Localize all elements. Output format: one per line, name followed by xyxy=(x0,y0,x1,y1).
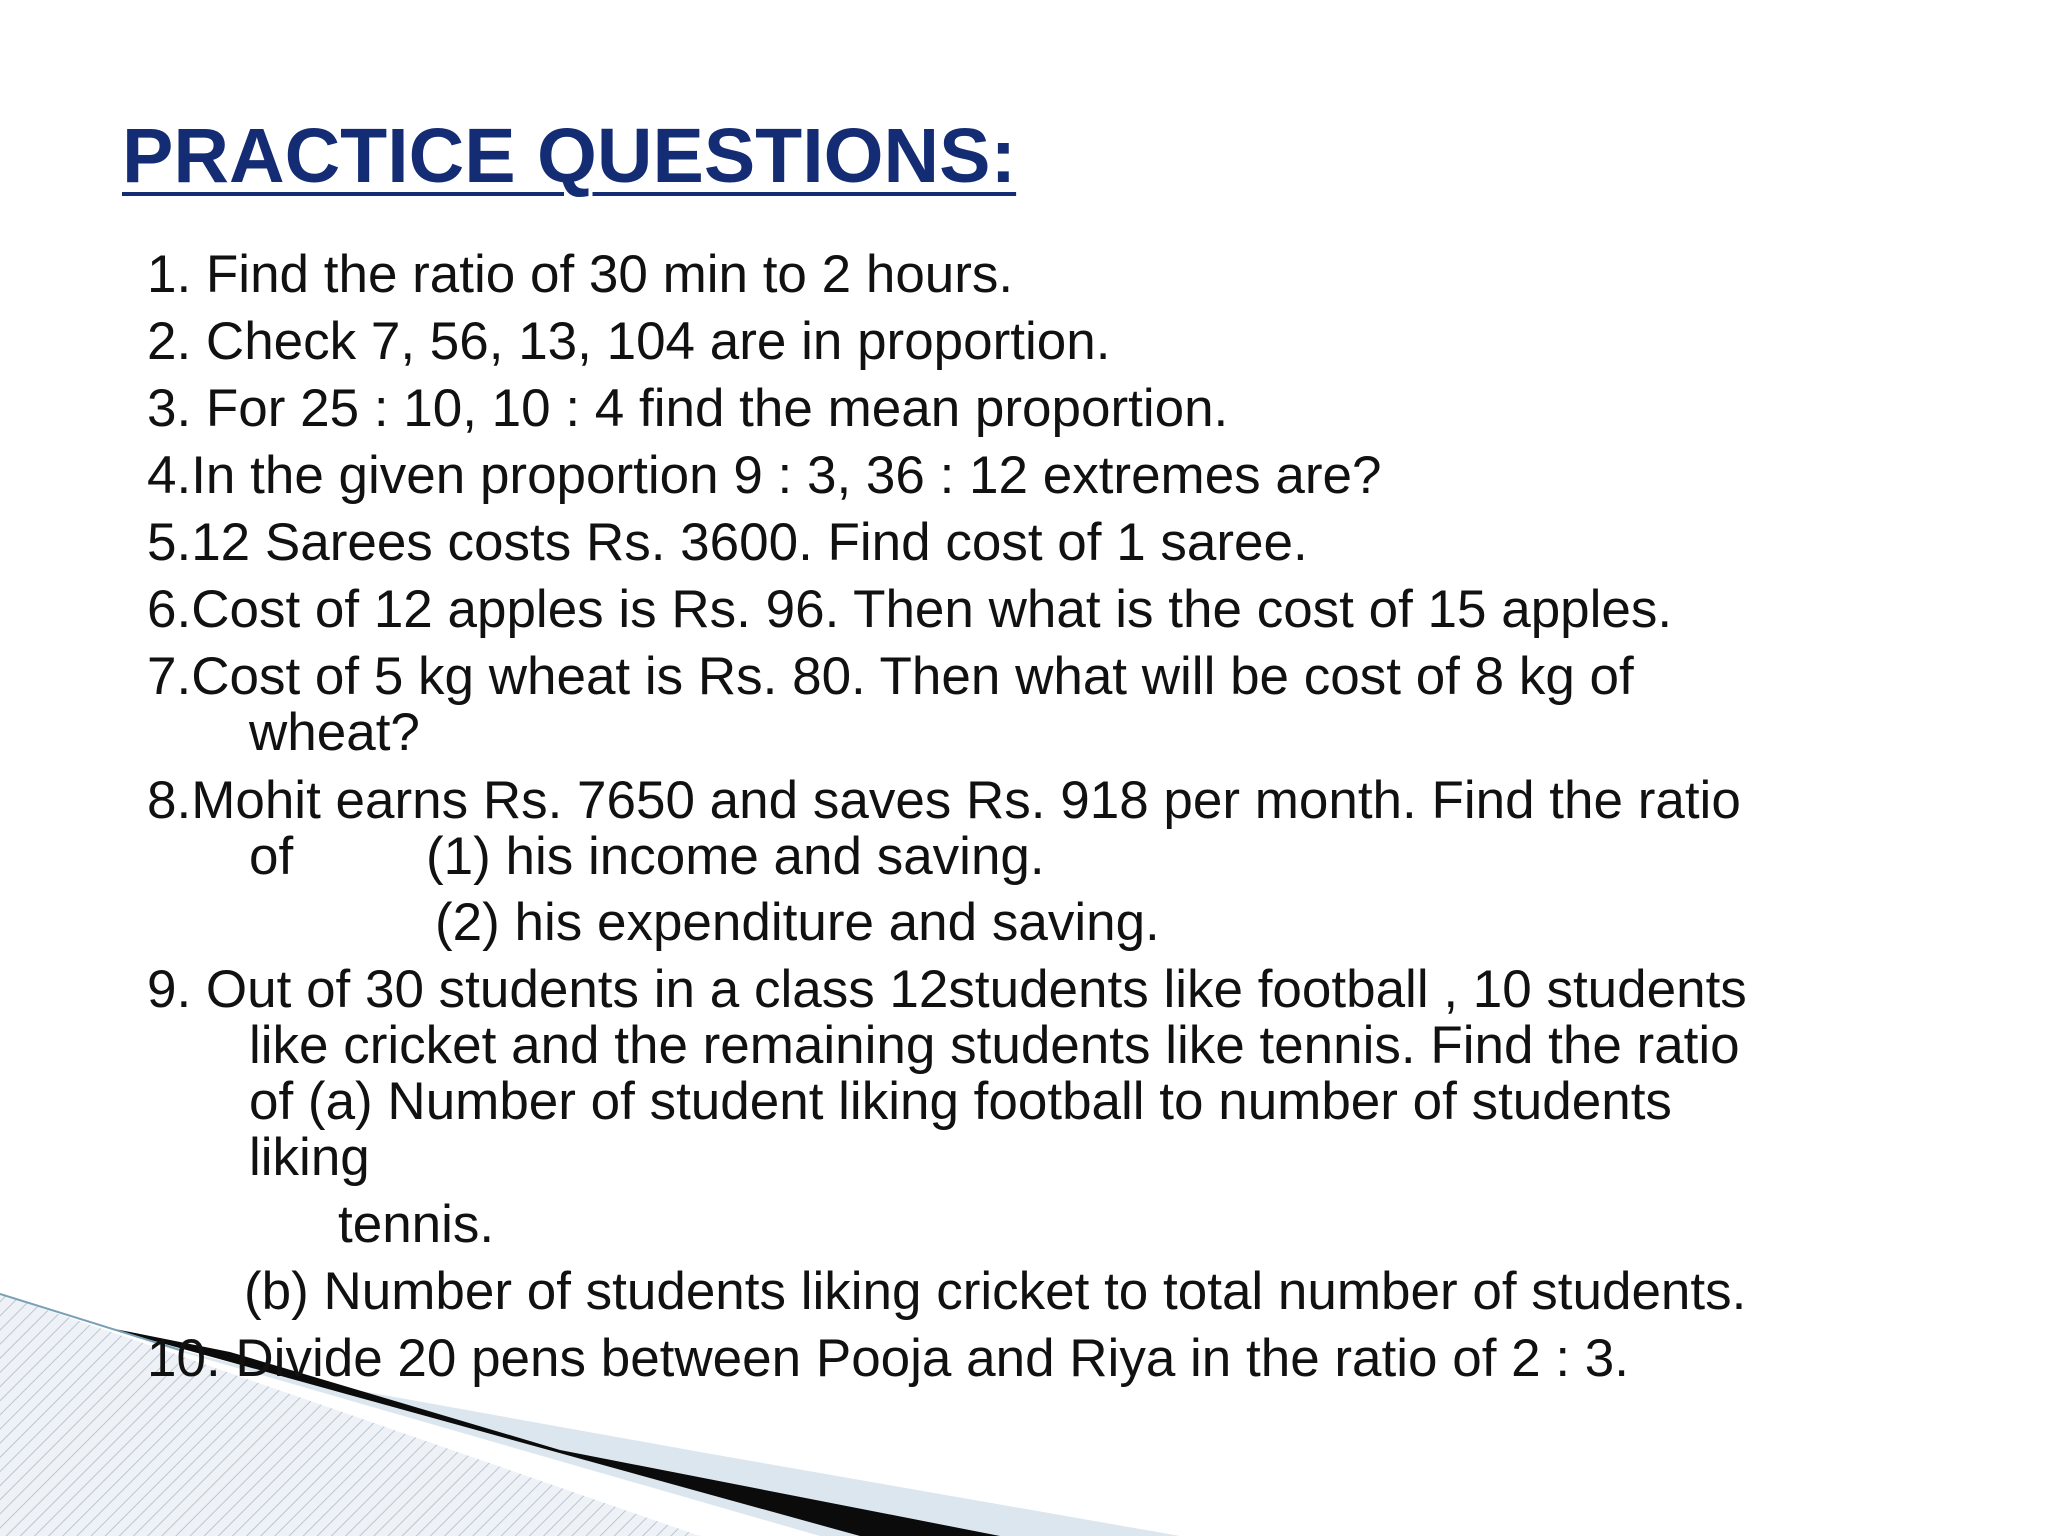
question-7: 7.Cost of 5 kg wheat is Rs. 80. Then what will be cost of 8 kg of xyxy=(147,647,1634,706)
question-10: 10. Divide 20 pens between Pooja and Riya in the ratio of 2 : 3. xyxy=(147,1329,1630,1388)
question-1: 1. Find the ratio of 30 min to 2 hours. xyxy=(147,245,1014,304)
question-9-line-5: tennis. xyxy=(338,1195,495,1254)
question-3: 3. For 25 : 10, 10 : 4 find the mean proportion. xyxy=(147,379,1229,438)
question-9-line-4: liking xyxy=(249,1128,370,1187)
question-9-line-3: of (a) Number of student liking football to number of students xyxy=(249,1072,1672,1131)
question-9: 9. Out of 30 students in a class 12students like football , 10 students xyxy=(147,960,1747,1019)
question-8-part-1: (1) his income and saving. xyxy=(426,827,1045,886)
question-2: 2. Check 7, 56, 13, 104 are in proportion. xyxy=(147,312,1111,371)
question-8-part-2: (2) his expenditure and saving. xyxy=(435,893,1160,952)
question-9-line-2: like cricket and the remaining students like tennis. Find the ratio xyxy=(249,1016,1740,1075)
question-8: 8.Mohit earns Rs. 7650 and saves Rs. 918 per month. Find the ratio xyxy=(147,771,1741,830)
question-8-of: of xyxy=(249,827,294,886)
question-9-part-b: (b) Number of students liking cricket to total number of students. xyxy=(244,1262,1747,1321)
question-4: 4.In the given proportion 9 : 3, 36 : 12 extremes are? xyxy=(147,446,1382,505)
question-6: 6.Cost of 12 apples is Rs. 96. Then what is the cost of 15 apples. xyxy=(147,580,1673,639)
question-5: 5.12 Sarees costs Rs. 3600. Find cost of 1 saree. xyxy=(147,513,1308,572)
page-title: PRACTICE QUESTIONS: xyxy=(122,113,1017,199)
question-7-continuation: wheat? xyxy=(249,703,420,762)
